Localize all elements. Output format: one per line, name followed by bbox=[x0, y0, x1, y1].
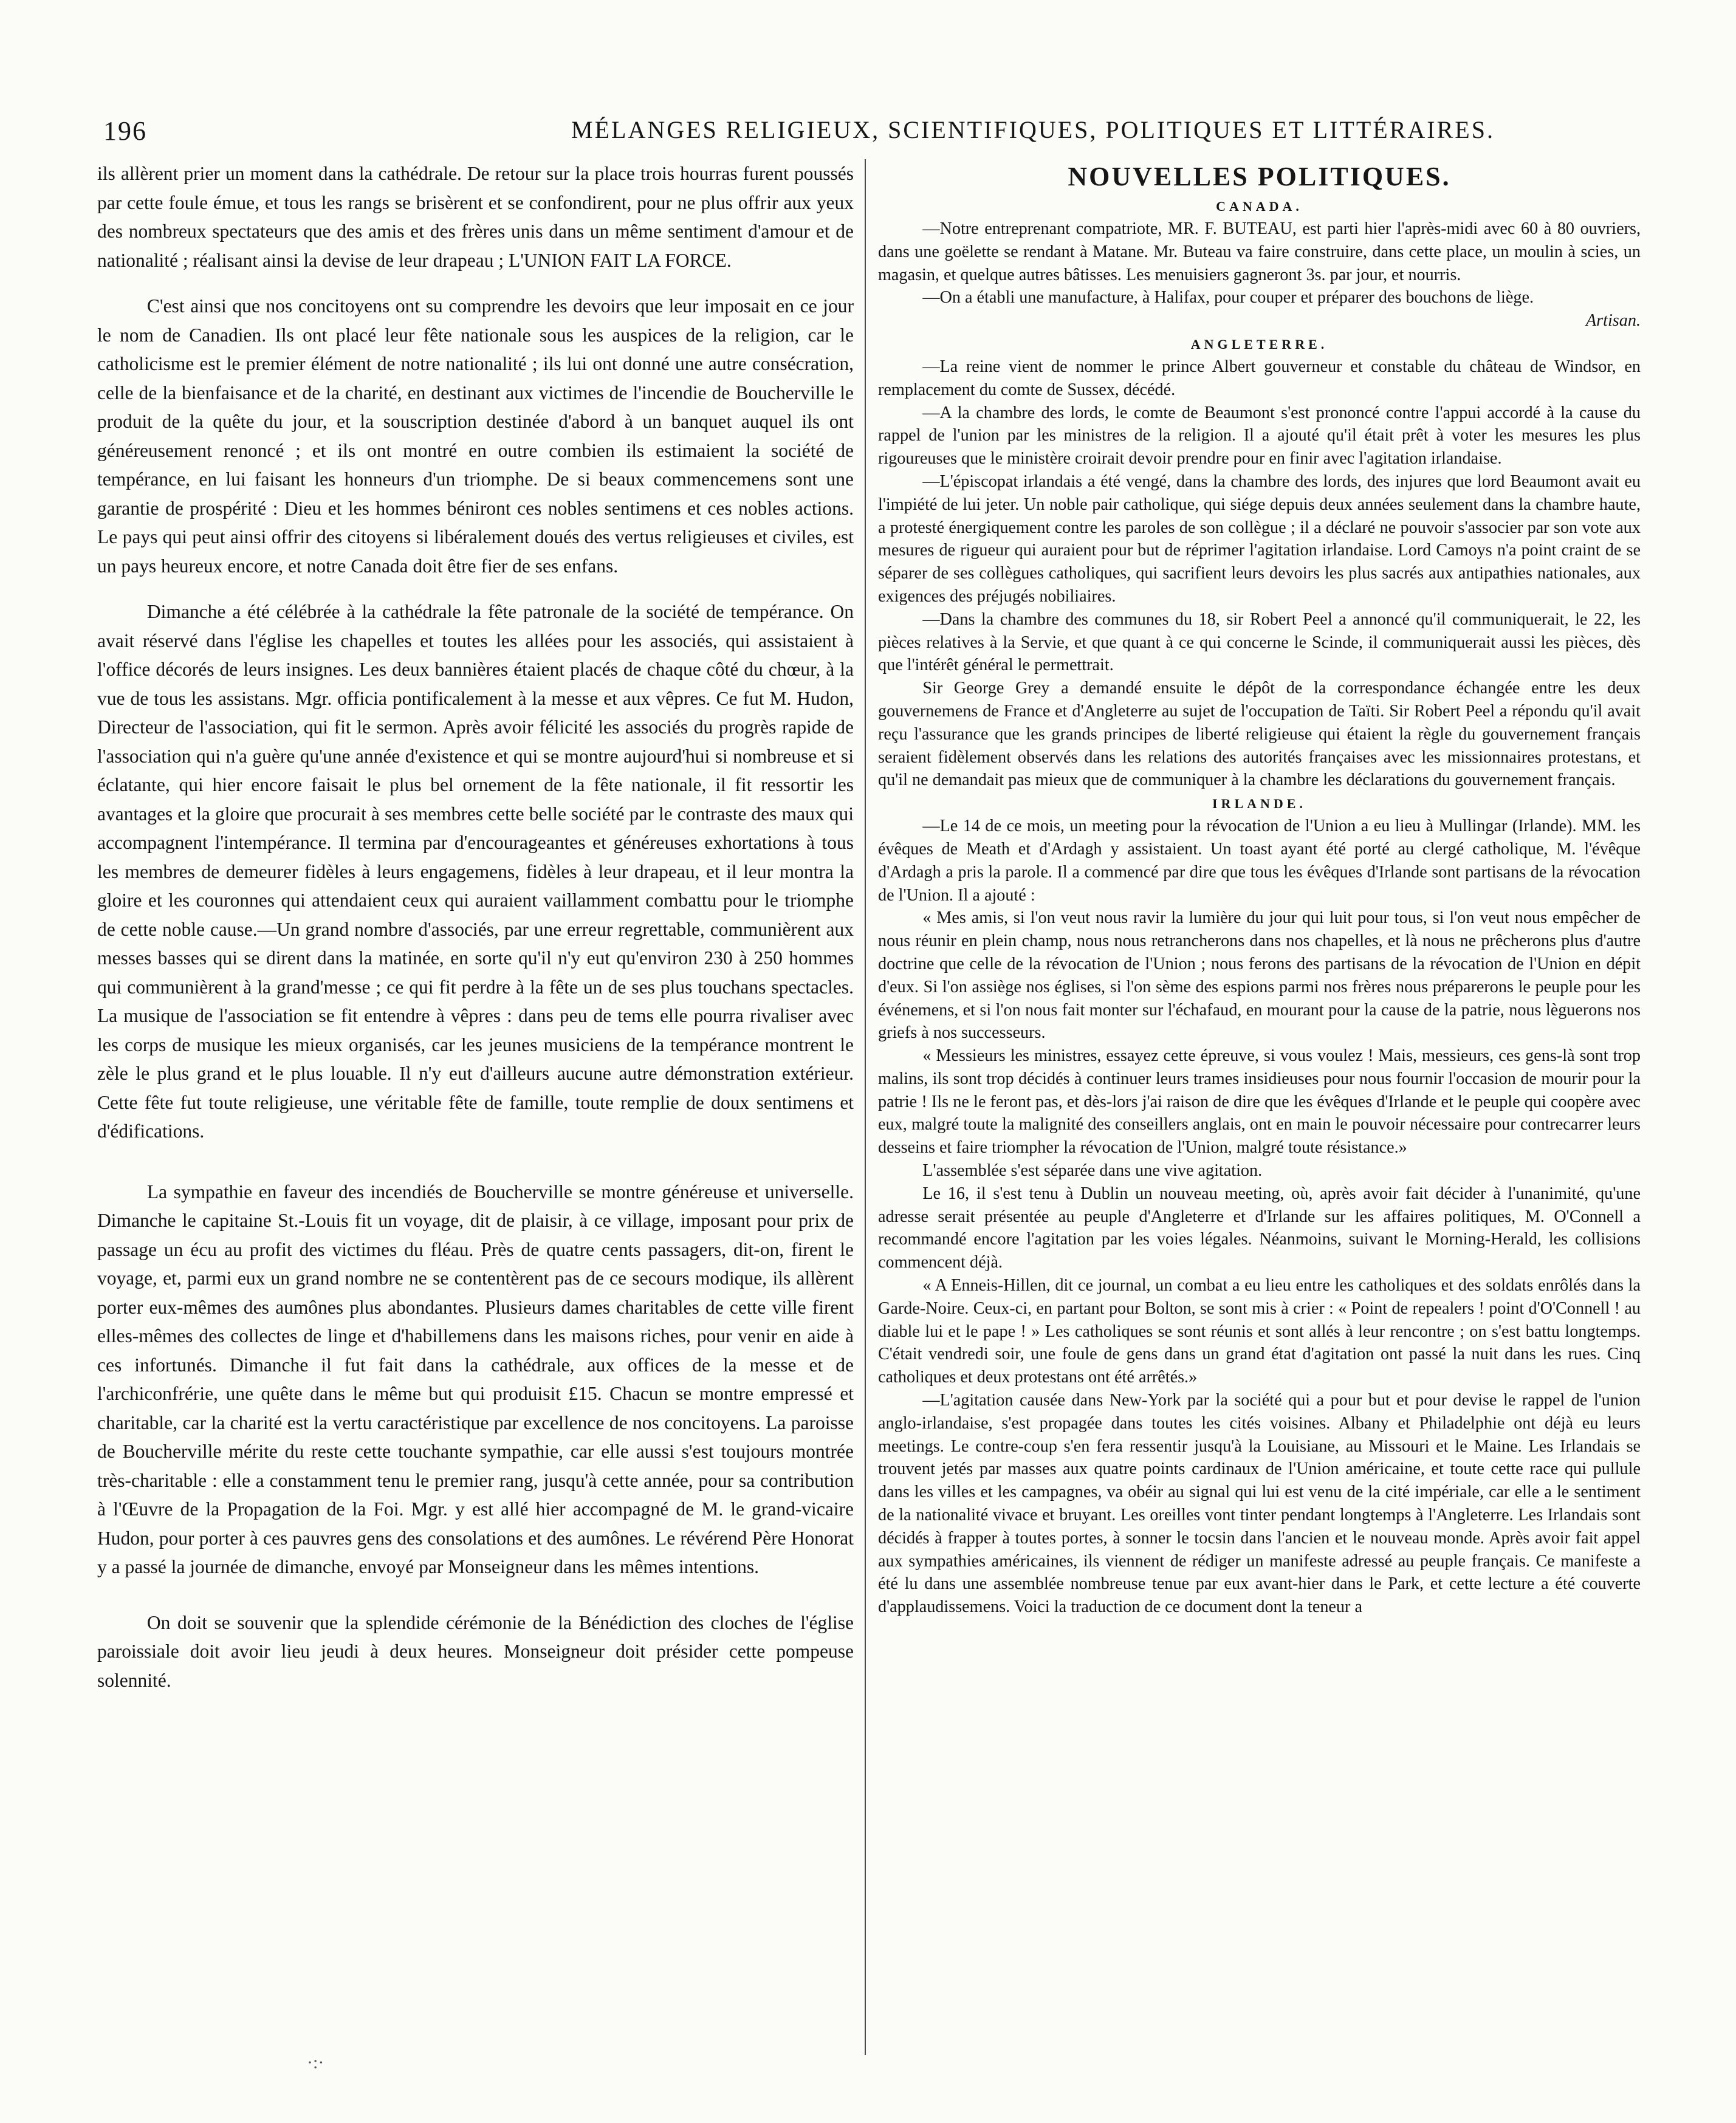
news-item: Le 16, il s'est tenu à Dublin un nouveau meeting, où, après avoir fait décider à l'unanimité, qu'une adresse serait présentée au peuple d'Angleterre et d'Irlande sur les affaires politiques, M. O'Connell a recommandé encore l'agitation par les voies légales. Néanmoins, suivant le Morning-Herald, les collisions commencent déjà. bbox=[878, 1184, 1641, 1272]
news-item: —A la chambre des lords, le comte de Beaumont s'est prononcé contre l'appui accordé à la cause du rappel de l'union par les ministres de la religion. Il a ajouté qu'il était prêt à voter les mesures les plus rigoureuses que le ministère croirait devoir prendre pour en finir avec l'agitation irlandaise. bbox=[878, 403, 1641, 468]
news-item: —Le 14 de ce mois, un meeting pour la révocation de l'Union a eu lieu à Mullingar (Irlande). MM. les évêques de Meath et d'Ardagh y assistaient. Un toast ayant été porté au clergé catholique, M. l'évêque d'Ardagh a pris la parole. Il a commencé par dire que tous les évêques d'Irlande sont partisans de la révocation de l'Union. Il a ajouté : bbox=[878, 817, 1641, 905]
article-paragraph: C'est ainsi que nos concitoyens ont su comprendre les devoirs que leur imposait en ce jour le nom de Canadien. Ils ont placé leur fête nationale sous les auspices de la religion, car le catholicisme est le premier élément de notre nationalité ; ils lui ont donné une autre consécration, celle de la bienfaisance et de la charité, en destinant aux victimes de l'incendie de Boucherville le produit de la quête du jour, et la souscription destinée d'abord à un banquet auquel ils ont généreusement renoncé ; et ils ont montré en outre combien ils estimaient la société de tempérance, en lui faisant les honneurs d'un triomphe. De si beaux commencemens sont une garantie de prospérité : Dieu et les hommes béniront ces nobles sentimens et ces nobles actions. Le pays qui peut ainsi offrir des citoyens si libéralement doués des vertus religieuses et civiles, est un pays heureux encore, et notre Canada doit être fier de ses enfans. bbox=[97, 295, 854, 577]
left-column bbox=[97, 159, 854, 2061]
news-item: —L'agitation causée dans New-York par la société qui a pour but et pour devise le rappel de l'union anglo-irlandaise, s'est propagée dans toutes les cités voisines. Albany et Philadelphie ont déjà eu leurs meetings. Le contre-coup s'en fera ressentir jusqu'à la Louisiane, au Missouri et le Maine. Les Irlandais se trouvent jetés par masses aux quatre points cardinaux de l'Union américaine, et toute cette race qui pullule dans les villes et les campagnes, va obéir au signal qui lui est venu de la cité impériale, car elle a le sentiment de la nationalité vivace et bruyant. Les oreilles vont tinter pendant longtemps à l'Angleterre. Les Irlandais sont décidés à frapper à toutes portes, à sonner le tocsin dans l'ancien et le nouveau monde. Après avoir fait appel aux sympathies américaines, ils viennent de rédiger un manifeste adressé au peuple français. Ce manifeste a été lu dans une assemblée nombreuse tenue par eux avant-hier dans le Park, et cette lecture a été couverte d'applaudissemens. Voici la traduction de ce document dont la teneur a bbox=[878, 1391, 1641, 1617]
article-paragraph: On doit se souvenir que la splendide cérémonie de la Bénédiction des cloches de l'église paroissiale doit avoir lieu jeudi à deux heures. Monseigneur doit présider cette pompeuse solennité. bbox=[97, 1611, 854, 1691]
news-item: —Dans la chambre des communes du 18, sir Robert Peel a annoncé qu'il communiquerait, le 22, les pièces relatives à la Servie, et que quant à ce qui concerne le Scinde, il communiquerait aussi les pièces, dès que l'intérêt général le permettrait. bbox=[878, 609, 1641, 675]
ornament-flourish: ·:· bbox=[307, 2053, 324, 2073]
page-header bbox=[103, 115, 1659, 152]
page-number: 196 bbox=[103, 116, 147, 146]
news-item: —La reine vient de nommer le prince Albert gouverneur et constable du château de Windsor, en remplacement du comte de Sussex, décédé. bbox=[878, 357, 1641, 399]
article-paragraph: La sympathie en faveur des incendiés de Boucherville se montre généreuse et universelle. Dimanche le capitaine St.-Louis fit un voyage, dit de plaisir, à ce village, imposant pour prix de passage un écu au profit des victimes du fléau. Près de quatre cents passagers, dit-on, firent le voyage, et, parmi eux un grand nombre ne se contentèrent pas de ce secours modique, ils allèrent porter eux-mêmes des aumônes plus abondantes. Plusieurs dames charitables de cette ville firent elles-mêmes des collectes de linge et d'habillemens dans les maisons riches, pour venir en aide à ces infortunés. Dimanche il fut fait dans la cathédrale, aux offices de la messe et de l'archiconfrérie, une quête dans le même but qui produisit £15. Chacun se montre empressé et charitable, car la charité est la vertu caractéristique par excellence de nos concitoyens. La paroisse de Boucherville mérite du reste cette touchante sympathie, car elle aussi s'est toujours montrée très-charitable : elle a constamment tenu le premier rang, jusqu'à cette année, pour sa contribution à l'Œuvre de la Propagation de la Foi. Mgr. y est allé hier accompagné de M. le grand-vicaire Hudon, pour porter à ces pauvres gens des consolations et des aumônes. Le révérend Père Honorat y a passé la journée de dimanche, envoyé par Monseigneur dans les mêmes intentions. bbox=[97, 1181, 854, 1577]
news-item: —Notre entreprenant compatriote, MR. F. BUTEAU, est parti hier l'après-midi avec 60 à 80 ouvriers, dans une goëlette se rendant à Matane. Mr. Buteau va faire construire, dans cette place, un moulin à scies, un magasin, et quelque autres bâtisses. Les menuisiers gagneront 3s. par jour, et nourris. bbox=[878, 219, 1641, 284]
news-item: Sir George Grey a demandé ensuite le dépôt de la correspondance échangée entre les deux gouvernemens de France et d'Angleterre au sujet de l'occupation de Taïti. Sir Robert Peel a répondu qu'il avait reçu l'assurance que les grands principes de liberté religieuse qui étaient la règle du gouvernement français seraient fidèlement observés dans les relations des autorités françaises avec les missionnaires protestans, et qu'il ne demandait pas mieux que de communiquer à la chambre les déclarations du gouvernement français. bbox=[878, 679, 1641, 790]
news-item: —On a établi une manufacture, à Halifax, pour couper et préparer des bouchons de liège. bbox=[922, 288, 1534, 307]
region-heading-irlande: IRLANDE. bbox=[1212, 796, 1306, 812]
news-item: « Mes amis, si l'on veut nous ravir la lumière du jour qui luit pour tous, si l'on veut nous empêcher de nous réunir en plein champ, nous nous retrancherons dans nos chapelles, et là nous ne prêcherons plus d'autre doctrine que celle de la révocation de l'Union ; nous ferons des partisans de la révocation de l'Union en dépit d'eux. Si l'on assiège nos églises, si l'on sème des espions parmi nos frères nous préparerons le peuple pour les événemens, et si l'on nous fait monter sur l'échafaud, en mourant pour la cause de la patrie, nous lèguerons nos griefs à nos successeurs. bbox=[878, 908, 1641, 1043]
news-item: « Messieurs les ministres, essayez cette épreuve, si vous voulez ! Mais, messieurs, ces gens-là sont trop malins, ils sont trop décidés à continuer leurs trames insidieuses pour nous fournir l'occasion de mourir pour la patrie ! Ils ne le feront pas, et dès-lors j'ai raison de dire que les évêques d'Irlande et le peuple qui coopère avec eux, malgré toute la malignité des conseillers anglais, ont en main le pouvoir nécessaire pour contrecarrer leurs desseins et faire triompher la révocation de l'Union, malgré toute résistance.» bbox=[878, 1046, 1641, 1158]
running-title: MÉLANGES RELIGIEUX, SCIENTIFIQUES, POLITIQUES ET LITTÉRAIRES. bbox=[571, 116, 1495, 143]
news-item: —L'épiscopat irlandais a été vengé, dans la chambre des lords, des injures que lord Beaumont avait eu l'impiété de lui jeter. Un noble pair catholique, qui siége depuis deux années seulement dans la chambre haute, a protesté énergiquement contre les paroles de son collègue ; il a déclaré ne pouvoir s'associer par son vote aux mesures de rigueur qui auraient pour but de réprimer l'agitation irlandaise. Lord Camoys n'a point craint de se séparer de ses collègues catholiques, qui sacrifient leurs devoirs les plus sacrés aux antipathies nationales, aux exigences des préjugés nobiliaires. bbox=[878, 472, 1641, 606]
source-signature: Artisan. bbox=[1585, 311, 1641, 331]
region-heading-canada: CANADA. bbox=[1216, 199, 1303, 214]
news-item: L'assemblée s'est séparée dans une vive agitation. bbox=[922, 1161, 1263, 1181]
news-item: « A Enneis-Hillen, dit ce journal, un combat a eu lieu entre les catholiques et des soldats enrôlés dans la Garde-Noire. Ceux-ci, en partant pour Bolton, se sont mis à crier : « Point de repealers ! point d'O'Connell ! au diable lui et le pape ! » Les catholiques se sont réunis et sont allés à leur rencontre ; on s'est battu longtemps. C'était vendredi soir, une foule de gens dans un grand état d'agitation ont passé la nuit dans les rues. Cinq catholiques et deux protestans ont été arrêtés.» bbox=[878, 1276, 1641, 1387]
section-heading: NOUVELLES POLITIQUES. bbox=[1068, 162, 1451, 191]
region-heading-angleterre: ANGLETERRE. bbox=[1190, 336, 1328, 352]
article-paragraph: ils allèrent prier un moment dans la cathédrale. De retour sur la place trois hourras furent poussés par cette foule émue, et tous les rangs se brisèrent et se confondirent, pour ne plus offrir aux yeux des nombreux spectateurs que des amis et des frères unis dans un même sentiment d'amour et de nationalité ; réalisant ainsi la devise de leur drapeau ; L'UNION FAIT LA FORCE. bbox=[97, 163, 854, 271]
column-divider bbox=[865, 159, 866, 2055]
right-column bbox=[878, 159, 1641, 2061]
article-paragraph: Dimanche a été célébrée à la cathédrale la fête patronale de la société de tempérance. On avait réservé dans l'église les chapelles et toutes les allées pour les associés, qui assistaient à l'office décorés de leurs insignes. Les deux bannières étaient placés de chaque côté du chœur, à la vue de tous les assistans. Mgr. officia pontificalement à la messe et aux vêpres. Ce fut M. Hudon, Directeur de l'association, qui fit le sermon. Après avoir félicité les associés du progrès rapide de l'association qui n'a guère qu'une année d'existence et qui se montre aujourd'hui si nombreuse et si éclatante, qui hier encore faisait le plus bel ornement de la fête nationale, il fit ressortir les avantages et la gloire que procurait à ses membres cette belle société par le contraste des maux qui accompagnent l'intempérance. Il termina par d'encourageantes et généreuses exhortations à tous les membres de demeurer fidèles à leurs engagemens, fidèles à leur drapeau, et il leur montra la gloire et les couronnes qui attendaient ceux qui auraient vaillamment combattu pour le triomphe de cette noble cause.—Un grand nombre d'associés, par une erreur regrettable, communièrent aux messes basses qui se dirent dans la matinée, en sorte qu'il n'y eut qu'environ 230 à 250 hommes qui communièrent à la grand'messe ; ce qui fit perdre à la fête un de ses plus touchans spectacles. La musique de l'association se fit entendre à vêpres : dans peu de tems elle pourra rivaliser avec les corps de musique les mieux organisés, car les jeunes musiciens de la tempérance montrent le zèle le plus grand et le plus louable. Il n'y eut d'ailleurs aucune autre démonstration extérieur. Cette fête fut toute religieuse, une véritable fête de famille, toute remplie de doux sentimens et d'édifications. bbox=[97, 601, 854, 1142]
